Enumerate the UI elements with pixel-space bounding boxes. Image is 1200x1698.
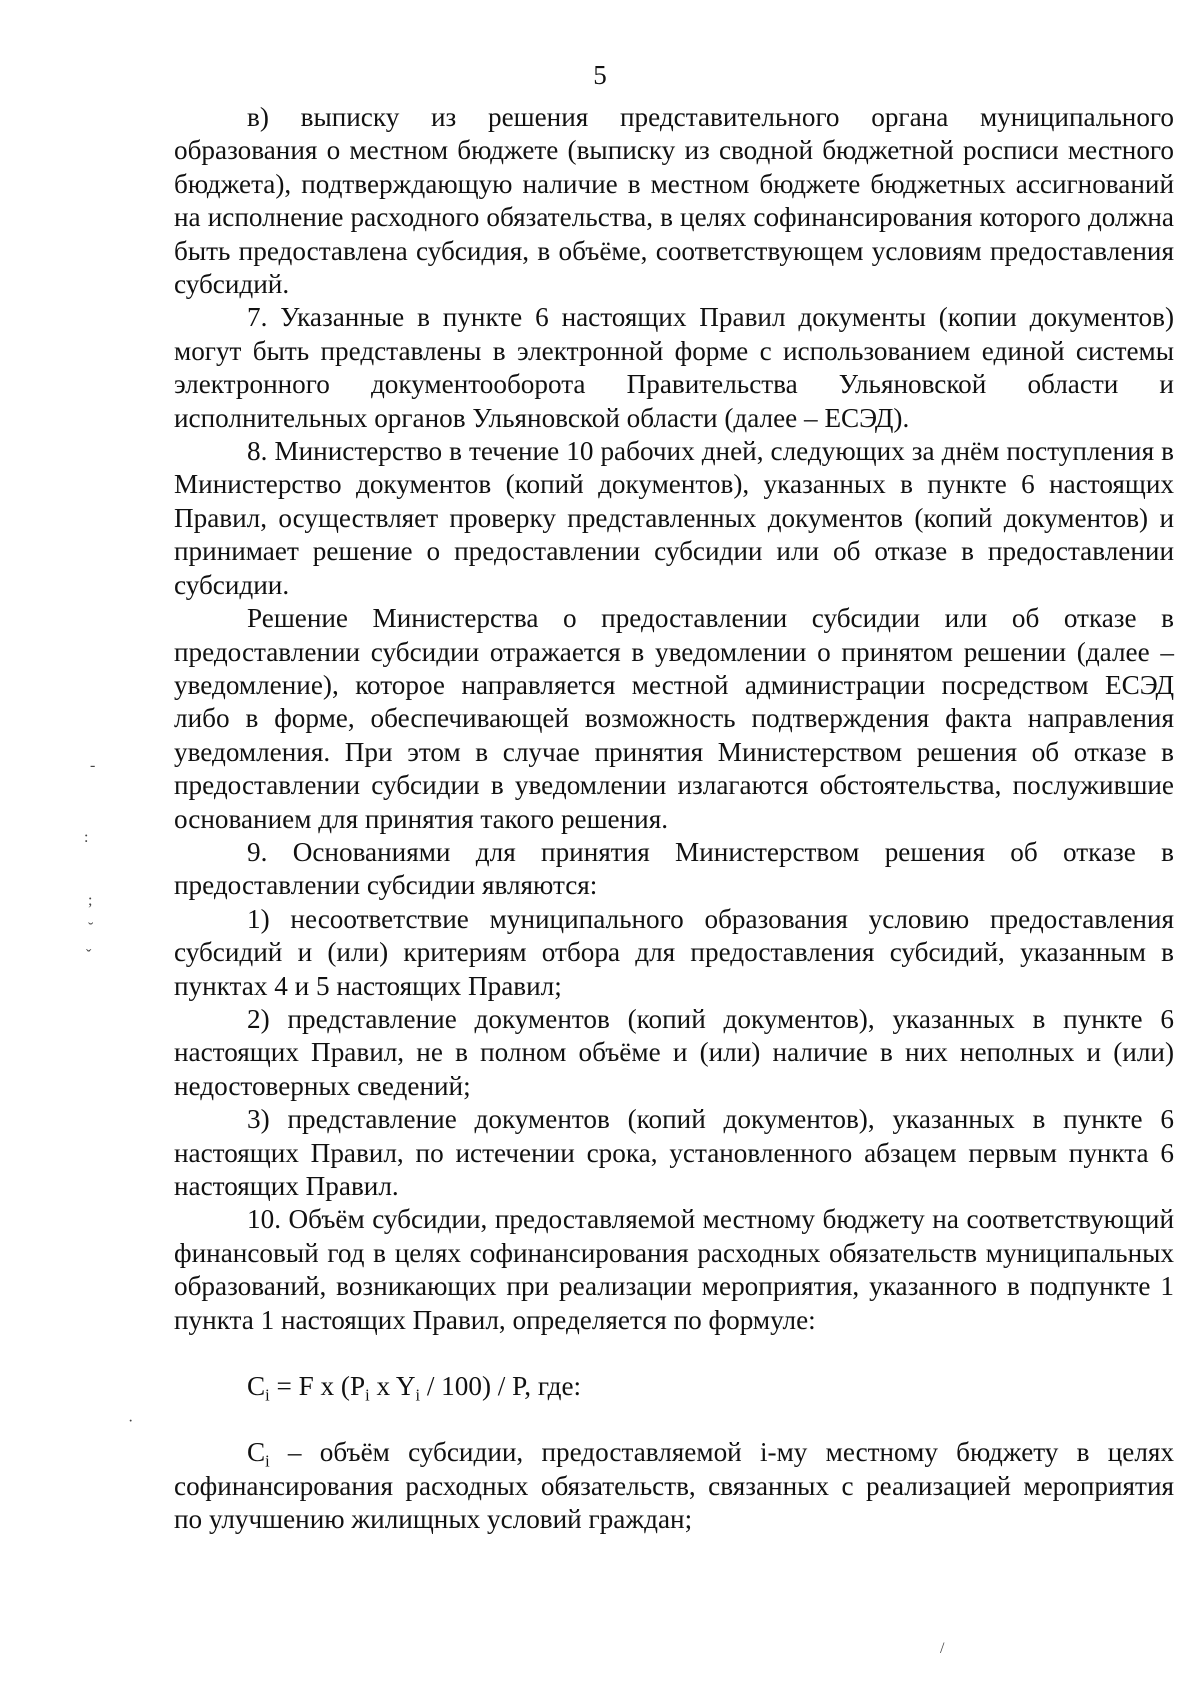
paragraph-reason-2: 2) представление документов (копий документов), указанных в пункте 6 настоящих Правил, не в полном объёме и (или) наличие в них неполных и (или) недостоверных сведений; (174, 1003, 1174, 1101)
scan-mark: · (128, 1413, 134, 1430)
formula-definition-ci: $C_i$ – объём субсидии, предоставляемой i-му местному бюджету в целях софинансирования расходных обязательств, связанных с реализацией мероприятия по улучшению жилищных условий граждан; (174, 1437, 1174, 1535)
scan-mark: ˘ (88, 920, 94, 937)
page-number: 5 (593, 60, 607, 90)
scan-mark: / (940, 1640, 945, 1657)
paragraph-reason-1: 1) несоответствие муниципального образования условию предоставления субсидий и (или) критериям отбора для предоставления субсидий, указанным в пунктах 4 и 5 настоящих Правил; (174, 903, 1174, 1001)
scan-mark: - (90, 757, 96, 774)
subsidy-formula: $C_i = F$ x ($P_i$ x $Y_i / 100$) / P, где: (247, 1371, 582, 1405)
body-text (174, 101, 1174, 1537)
scan-mark: ˇ (86, 947, 92, 964)
scan-mark: : (84, 829, 89, 846)
paragraph-item-10: 10. Объём субсидии, предоставляемой местному бюджету на соответствующий финансовый год в целях софинансирования расходных обязательств муниципальных образований, возникающих при реализации мероприятия, указанного в подпункте 1 пункта 1 настоящих Правил, определяется по формуле: (174, 1204, 1174, 1335)
paragraph-item-7: 7. Указанные в пункте 6 настоящих Правил документы (копии документов) могут быть представлены в электронной форме с использованием единой системы электронного документооборота Правительства Ульяновской области и исполнительных органов Ульяновской области (далее – ЕСЭД). (174, 302, 1174, 433)
paragraph-item-8: 8. Министерство в течение 10 рабочих дней, следующих за днём поступления в Министерство документов (копий документов), указанных в пункте 6 настоящих Правил, осуществляет проверку представленных документов (копий документов) и принимает решение о предоставлении субсидии или об отказе в предоставлении субсидии. (174, 436, 1174, 600)
paragraph-decision: Решение Министерства о предоставлении субсидии или об отказе в предоставлении субсидии отражается в уведомлении о принятом решении (далее – уведомление), которое направляется местной администрации посредством ЕСЭД либо в форме, обеспечивающей возможность подтверждения факта направления уведомления. При этом в случае принятия Министерством решения об отказе в предоставлении субсидии в уведомлении излагаются обстоятельства, послужившие основанием для принятия такого решения. (174, 603, 1174, 834)
scan-mark: ; (88, 892, 93, 909)
paragraph-item-9: 9. Основаниями для принятия Министерством решения об отказе в предоставлении субсидии являются: (174, 836, 1174, 901)
paragraph-reason-3: 3) представление документов (копий документов), указанных в пункте 6 настоящих Правил, по истечении срока, установленного абзацем первым пункта 6 настоящих Правил. (174, 1104, 1174, 1201)
paragraph-subitem-v: в) выписку из решения представительного органа муниципального образования о местном бюджете (выписку из сводной бюджетной росписи местного бюджета), подтверждающую наличие в местном бюджете бюджетных ассигнований на исполнение расходного обязательства, в целях софинансирования которого должна быть предоставлена субсидия, в объёме, соответствующем условиям предоставления субсидий. (174, 102, 1174, 300)
